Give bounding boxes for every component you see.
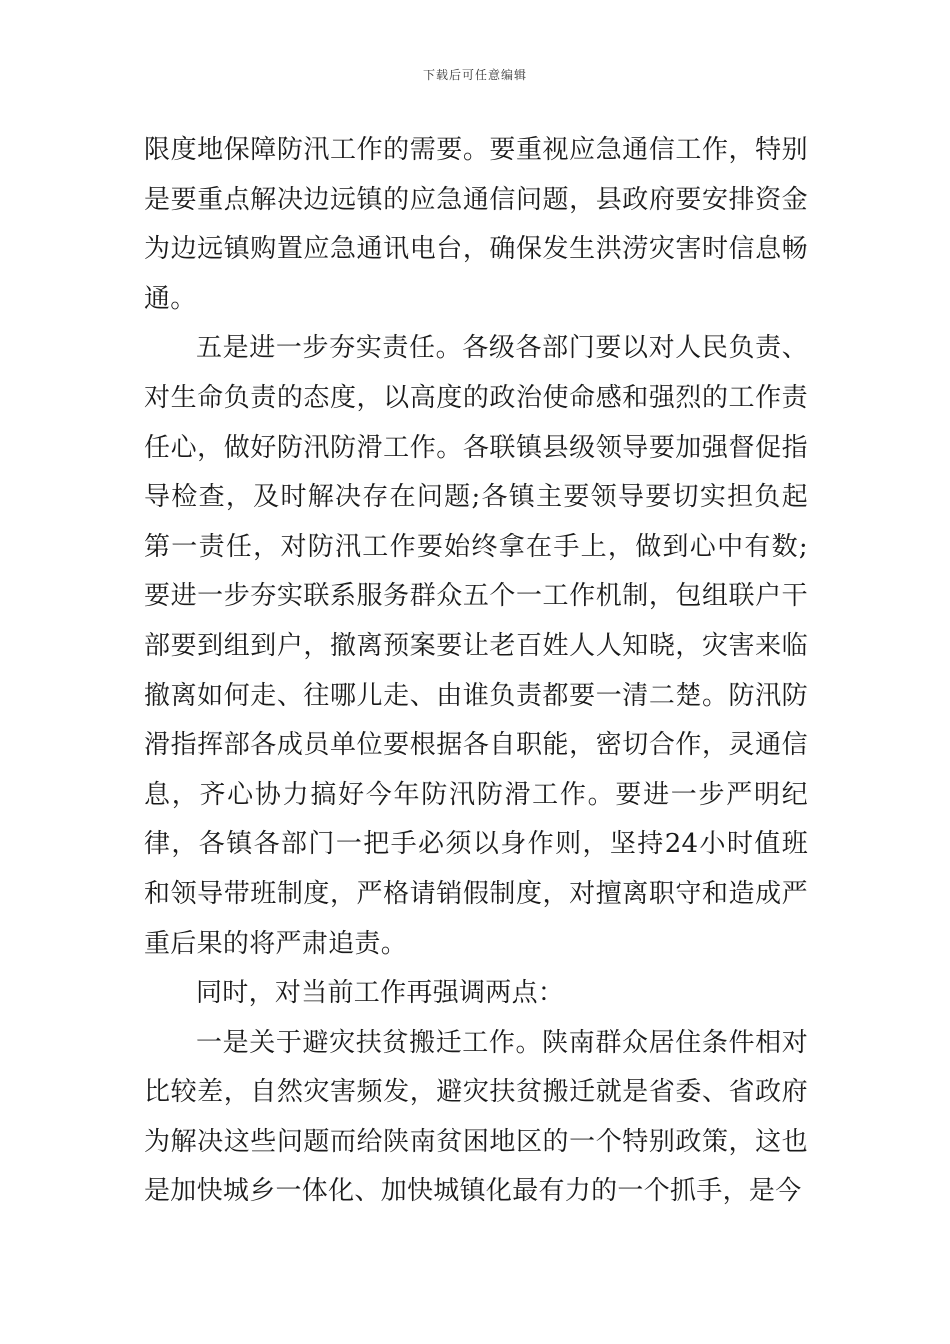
document-body [144,126,808,1217]
paragraph-responsibility: 五是进一步夯实责任。各级各部门要以对人民负责、对生命负责的态度，以高度的政治使命感和强烈的工作责任心，做好防汛防滑工作。各联镇县级领导要加强督促指导检查，及时解决存在问题;各镇主要领导要切实担负起第一责任，对防汛工作要始终拿在手上，做到心中有数;要进一步夯实联系服务群众五个一工作机制，包组联户干部要到组到户，撤离预案要让老百姓人人知晓，灾害来临撤离如何走、往哪儿走、由谁负责都要一清二楚。防汛防滑指挥部各成员单位要根据各自职能，密切合作，灵通信息，齐心协力搞好今年防汛防滑工作。要进一步严明纪律，各镇各部门一把手必须以身作则，坚持24小时值班和领导带班制度，严格请销假制度，对擅离职守和造成严重后果的将严肃追责。 [144,333,808,959]
paragraph-emphasis: 同时，对当前工作再强调两点： [196,978,565,1009]
paragraph-continuation: 限度地保障防汛工作的需要。要重视应急通信工作，特别是要重点解决边远镇的应急通信问题，县政府要安排资金为边远镇购置应急通讯电台，确保发生洪涝灾害时信息畅通。 [144,135,808,314]
paragraph-relocation: 一是关于避灾扶贫搬迁工作。陕南群众居住条件相对比较差，自然灾害频发，避灾扶贫搬迁就是省委、省政府为解决这些问题而给陕南贫困地区的一个特别政策，这也是加快城乡一体化、加快城镇化最有力的一个抓手，是今 [144,1027,808,1207]
page-header: 下载后可任意编辑 [422,68,527,82]
